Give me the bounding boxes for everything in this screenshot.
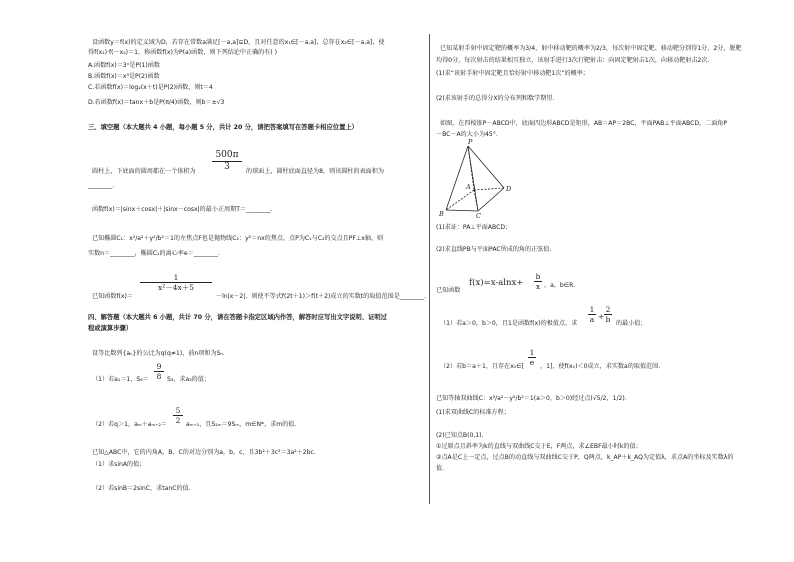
q21-1-f2-num: 2 (605, 305, 611, 314)
q21-function: f(x)=x-alnx+ (469, 278, 524, 288)
q21-2-frac-num: 1 (529, 348, 535, 357)
pyramid-figure (436, 138, 526, 220)
edge-pb (446, 146, 468, 210)
section-4-title: 四、解答题（本大题共 6 小题，共计 70 分，请在答题卡指定区域内作答，解答时应写出文字说明、证明过 (88, 314, 387, 321)
q16-text-a: 已知函数f(x)＝ (92, 293, 133, 300)
q21-part-2-b: ，1]，使f(x₀)＜0成立，求实数a的取值范围. (540, 363, 661, 370)
q13-frac-num: 500π (212, 150, 242, 162)
q21-pre: 已知函数 (436, 287, 461, 294)
q21-part-2-a: （2）若b＝a＋1，且存在x₀∈[ (440, 363, 524, 370)
q13-volume-fraction (212, 150, 242, 173)
q19-part-1: (1)求“该射手射中固定靶且恰好射中移动靶1次”的概率； (436, 70, 589, 77)
q21-1-f2-den: b (605, 315, 611, 324)
option-b: B.函数f(x)＝x³是P(2)函数 (88, 73, 160, 80)
q20-intro: 如图，在四棱锥P－ABCD中，底面四边形ABCD是矩形，AB＝AP＝2BC，平面PAB⊥平面ABCD，二面角P (440, 120, 728, 127)
q16-frac-num: 1 (140, 273, 212, 283)
label-c: C (476, 212, 481, 220)
q17-1-frac-num: 9 (154, 362, 164, 372)
option-a: A.函数f(x)＝3ˣ是P(1)函数 (88, 62, 160, 69)
q16-fraction (140, 273, 212, 292)
edge-ac (474, 190, 478, 211)
left-column (88, 0, 427, 562)
q22-part-2-iii: 值. (436, 465, 445, 472)
q19-part-2: (2)求该射手的总得分X的分布列和数学期望. (436, 95, 555, 102)
q13-text-a: 圆柱上、下底面的圆周都在一个体积为 (92, 168, 196, 175)
right-column (436, 0, 776, 562)
q13-text-b: 的球面上，圆柱底面直径为8，则该圆柱的表面积为 (246, 168, 384, 175)
q17-2-frac-num: 5 (173, 406, 183, 416)
q17-part-2-a: （2）若q＞1，aₘ＋aₘ₊₂＝ (92, 421, 167, 428)
q18-part-1: （1）求sinA的值； (92, 461, 146, 468)
q18-intro: 已知△ABC中，它的内角A，B，C的对边分别为a，b，c，且3b²＋3c²＝3a²＋2bc. (92, 449, 316, 456)
q12-intro: 设函数y＝f(x)的定义域为D，若存在常数a满足[－a,a]⊆D，且对任意的x₁∈[－a,a]，总存在x₂∈[－a,a]，使 (92, 39, 385, 46)
q20-part-1: (1)求证：PA⊥平面ABCD； (436, 224, 512, 231)
q20-part-2: (2)求直线PB与平面PAC所成的角的正弦值. (436, 246, 552, 253)
label-b: B (439, 210, 444, 218)
q17-2-fraction (173, 406, 183, 425)
q17-part-1-b: S₃，求a₃的值； (167, 376, 210, 383)
q21-2-fraction (528, 348, 536, 367)
option-d: D.若函数f(x)＝tanx＋b是P(π/4)函数，则b＝±√3 (88, 99, 225, 106)
q20-intro-cont: －BC－A的大小为45°. (436, 131, 498, 138)
q19-intro-cont: 均得0分，每次射击的结果相互独立，该射手进行3次打靶射击：向固定靶射击1次，向移动靶射击2次. (436, 57, 710, 64)
q17-intro: 设等比数列{aₙ}的公比为q(q≠1)，前n项和为Sₙ. (92, 350, 225, 357)
section-3-title: 三、填空题（本大题共 4 小题，每小题 5 分，共计 20 分，请把答案填写在答题卡相应位置上） (88, 124, 358, 131)
section-4-title-cont: 程或演算步骤） (88, 325, 133, 332)
label-p: P (468, 138, 473, 146)
edge-bc (446, 210, 478, 211)
q21-2-frac-den: e (529, 358, 535, 367)
q21-1-fraction-2 (604, 305, 612, 324)
label-a: A (466, 183, 471, 191)
q17-2-frac-den: 2 (175, 416, 181, 425)
q21-frac-num: b (535, 272, 541, 281)
q22-part-2-ii: ②点A是C上一定点，过点B的动直线与双曲线C交于P，Q两点，k_AP＋k_AQ为定值λ，求点A的坐标及实数λ的 (436, 454, 734, 461)
q22-intro: 已知等轴双曲线C：x²/a²－y²/b²＝1(a＞0，b＞0)经过点(√5/2，1/2). (436, 395, 627, 402)
q22-part-2-i: ①过原点且斜率为k的直线与双曲线C交于E，F两点，求∠EBF最小时k的值； (436, 443, 642, 450)
q22-part-1: (1)求双曲线C的标准方程； (436, 409, 510, 416)
edge-ad (474, 188, 504, 190)
q21-part-1-a: （1）若a＞0，b＞0，且1是函数f(x)的极值点，求 (440, 320, 578, 327)
q13-text-c: ________. (88, 182, 115, 189)
q21-1-fraction-1 (588, 305, 596, 324)
q18-part-2: （2）若sinB＝2sinC，求tanC的值. (92, 485, 191, 492)
edge-cd (478, 188, 504, 211)
q16-text-b: －ln|x－2|，则使不等式f(2t＋1)＞f(t＋2)成立的实数t的取值范围是________. (216, 293, 427, 300)
q17-part-2-b: aₘ₊₁，且S₂ₘ＝9Sₘ，m∈N*，求m的值. (186, 421, 297, 428)
q14-text: 函数f(x)＝|sinx＋cosx|＋|sinx－cosx|的最小正周期T＝________. (92, 206, 273, 213)
option-c: C.若函数f(x)＝log₂(x＋t)是P(2)函数，则t＝4 (88, 84, 213, 91)
label-d: D (506, 185, 512, 193)
q15-text-a: 已知椭圆C₁：x²/a²＋y²/b²＝1的左焦点F也是抛物线C₂：y²＝nx的焦点，点P为C₁与C₂的交点且PF⊥x轴，则 (92, 235, 384, 242)
q15-text-b: 实数n＝________，椭圆C₁的离心率e＝________. (88, 250, 221, 257)
q12-intro-cont: 得f(x₁)·f(－x₂)＝1，称函数f(x)为P(a)函数，则下列结论中正确的有( ) (88, 49, 278, 56)
q13-frac-den: 3 (224, 162, 230, 172)
column-divider (429, 34, 430, 504)
q17-1-frac-den: 8 (156, 372, 162, 381)
q21-fraction (534, 272, 542, 291)
q21-frac-den: x (535, 282, 541, 291)
q21-1-plus: + (598, 312, 605, 321)
q16-frac-den: x²－4x＋5 (157, 283, 194, 292)
q21-1-f1-den: a (589, 315, 595, 324)
edge-ab (446, 190, 474, 210)
q22-part-2: (2)已知点B(0,1). (436, 432, 484, 439)
q17-1-fraction (154, 362, 164, 381)
q21-part-1-b: 的最小值； (616, 320, 647, 327)
q21-1-f1-num: 1 (589, 305, 595, 314)
q19-intro: 已知某射手射中固定靶的概率为3/4，射中移动靶的概率为2/3，每次射中固定靶、移动靶分别得1分、2分，脱靶 (440, 45, 742, 52)
q21-post: ，a，b∈R. (544, 282, 576, 289)
q17-part-1-a: （1）若a₁＝1，S₆＝ (92, 376, 149, 383)
